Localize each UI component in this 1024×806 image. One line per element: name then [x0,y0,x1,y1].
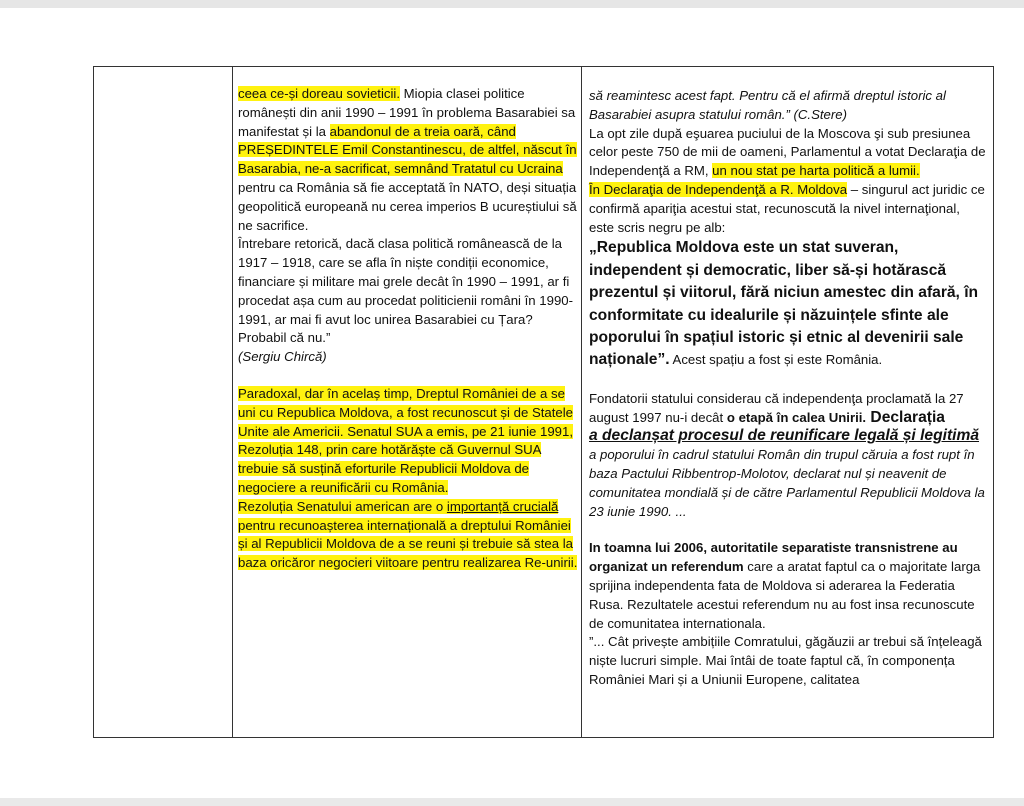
middle-column [238,85,578,573]
left-paragraph-3 [238,385,578,498]
highlight-declaratia: În Declaraţia de Independenţă a R. Moldova [589,181,848,197]
right-paragraph-4: Fondatorii statului considerau că independenţa proclamată la 27 august 1997 nu-i decât o etapă în calea Unirii. Declarația a declanșat procesul de reunificare legală și legitimă a poporului în cadrul statului Român din trupul căruia a fost rupt în baza Pactului Ribbentrop-Molotov, declarat nul și neavenit de comunitatea mondială și de către Parlamentul Republicii Moldova la 23 iunie 1990. ... [589,390,985,519]
right-paragraph-2: La opt zile după eşuarea puciului de la Moscova şi sub presiunea celor peste 750 de mii de oameni, Parlamentul a votat Declaraţia de Independenţă a RM, un nou stat pe harta politică a lumii. [589,125,986,179]
highlight-nou-stat: un nou stat pe harta politică a lumii. [712,163,920,179]
column-divider-1 [232,67,233,737]
underlined-importanta: importanță crucială [446,498,559,514]
right-paragraph-1: să reamintesc acest fapt. Pentru că el afirmă dreptul istoric al Basarabiei asupra statului român.” (C.Stere) [589,88,946,122]
bottom-edge [0,798,1024,806]
right-paragraph-5: In toamna lui 2006, autoritatile separatiste transnistrene au organizat un referendum care a aratat faptul ca o majoritate larga sprijina independenta fata de Moldova si aderarea la Federatia Rusa. Rezultatele acestui referendum nu au fost insa recunoscute de comunitatea internationala. [589,540,981,631]
right-column [589,87,987,690]
author-sergiu-chirca: (Sergiu Chircă) [238,349,327,365]
left-paragraph-4: Rezoluția Senatului american are o importanță crucială pentru recunoașterea internațională a dreptului României și al Republicii Moldova de a se reuni și trebuie să stea la baza oricăror negocieri viitoare pentru realizarea Re-unirii. [238,498,578,571]
right-paragraph-6: ”... Cât privește ambițiile Comratului, găgăuzii ar trebui să înțeleagă niște lucruri simple. Mai întâi de toate faptul că, în componența României Mari și a Uniunii Europene, calitatea [589,634,982,687]
spacer [589,521,987,539]
highlight-paradoxal: Paradoxal, dar în acelaș timp, Dreptul României de a se uni cu Republica Moldova, a fost recunoscut și de Statele Unite ale Americii. Senatul SUA a emis, pe 21 iunie 1991, Rezoluția 148, prin care hotărăște că Guvernul SUA trebuie să susțină eforturile Republicii Moldova de negociere a reunificării cu România. [238,385,574,495]
left-paragraph-1: ceea ce-și doreau sovieticii. Miopia clasei politice românești din anii 1990 – 1991 în problema Basarabiei sa manifestat și la abandonul de a treia oară, când PREȘEDINTELE Emil Constantinescu, de altfel, născut în Basarabia, ne-a sacrificat, semnând Tratatul cu Ucraina pentru ca România să fie acceptată în NATO, deși situația geopolitică europeană nu cerea imperios B ucureștiului să ne sacrifice. [238,86,577,233]
document-table [93,66,994,738]
right-paragraph-3: În Declaraţia de Independenţă a R. Moldova – singurul act juridic ce confirmă apariţia acestui stat, recunoscută la nivel internaţional, este scris negru pe alb: [589,181,985,235]
spacer [238,367,578,385]
independence-quote: „Republica Moldova este un stat suveran, independent și democratic, liber să-și hotărască prezentul și viitorul, fără niciun amestec din afară, în conformitate cu idealurile și năzuințele sfinte ale poporului în spațiul istoric și etnic al devenirii sale naționale”. Acest spațiu a fost și este România. [589,239,979,369]
column-divider-2 [581,67,582,737]
underlined-declansat: a declanșat procesul de reunificare legală și legitimă [589,427,980,445]
highlight-abandon: abandonul de a treia oară, când PREȘEDINTELE Emil Constantinescu, de altfel, născut în Basarabia, ne-a sacrificat, semnând Tratatul cu Ucraina [238,123,577,177]
left-paragraph-2: Întrebare retorică, dacă clasa politică românească de la 1917 – 1918, care se afla în niște condiții economice, financiare și militare mai grele decât în 1990 – 1991, ar fi procedat așa cum au procedat politicienii români în 1990-1991, ar mai fi avut loc unirea Basarabiei cu Țara? Probabil că nu.” [238,236,574,346]
spacer [589,372,987,390]
top-edge [0,0,1024,8]
highlight-sovietici: ceea ce-și doreau sovieticii. [238,86,400,101]
